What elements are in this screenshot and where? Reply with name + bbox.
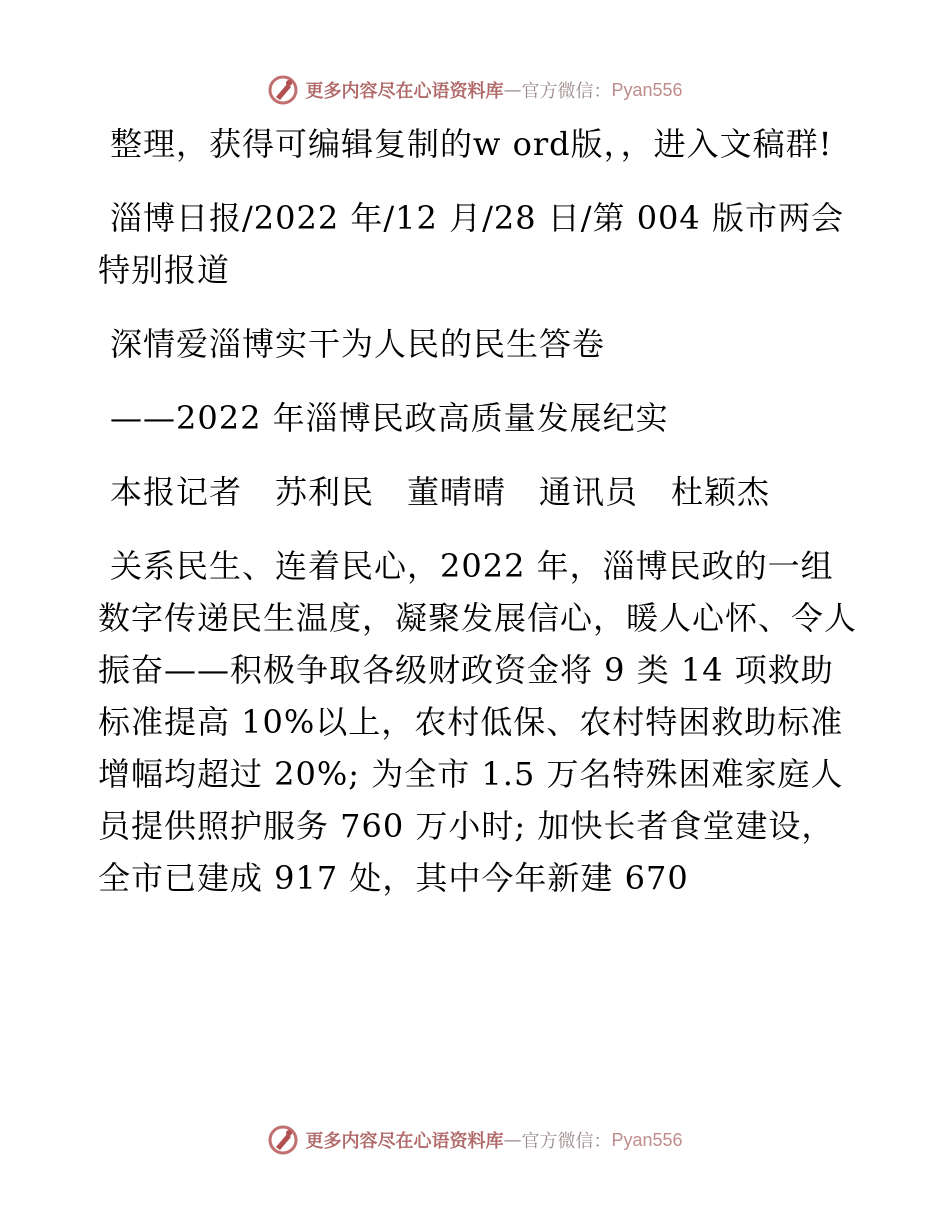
- article-subtitle: ——2022 年淄博民政高质量发展纪实: [110, 399, 669, 437]
- banner-separator: —: [503, 1129, 522, 1151]
- banner-sub-text: 官方微信：: [521, 81, 612, 102]
- article-byline: 本报记者 苏利民 董晴晴 通讯员 杜颖杰: [110, 473, 771, 511]
- footer-watermark-banner: [0, 1120, 950, 1160]
- banner-account-id: Pyan556: [611, 79, 683, 100]
- pen-seal-logo-icon: [267, 1124, 299, 1156]
- banner-main-text: 更多内容尽在心语资料库: [305, 1131, 504, 1152]
- pen-seal-logo-icon: [267, 74, 299, 106]
- header-watermark-banner: [0, 70, 950, 110]
- document-body: [98, 118, 858, 904]
- paragraph-source: 淄博日报/2022 年/12 月/28 日/第 004 版市两会特别报道: [98, 199, 844, 289]
- banner-separator: —: [503, 79, 522, 101]
- banner-sub-text: 官方微信：: [521, 1131, 612, 1152]
- article-body-paragraph: 关系民生、连着民心，2022 年，淄博民政的一组数字传递民生温度，凝聚发展信心，暖人心怀、令人振奋——积极争取各级财政资金将 9 类 14 项救助标准提高 10%以上，农村低保、农村特困救助标准增幅均超过 20%; 为全市 1.5 万名特殊困难家庭人员提供照护服务 760 万小时; 加快长者食堂建设，全市已建成 917 处，其中今年新建 670: [98, 547, 858, 897]
- article-title: 深情爱淄博实干为人民的民生答卷: [110, 325, 606, 363]
- banner-account-id: Pyan556: [611, 1129, 683, 1150]
- banner-main-text: 更多内容尽在心语资料库: [305, 81, 504, 102]
- paragraph-intro: 整理，获得可编辑复制的w ord版，，进入文稿群!: [110, 125, 833, 163]
